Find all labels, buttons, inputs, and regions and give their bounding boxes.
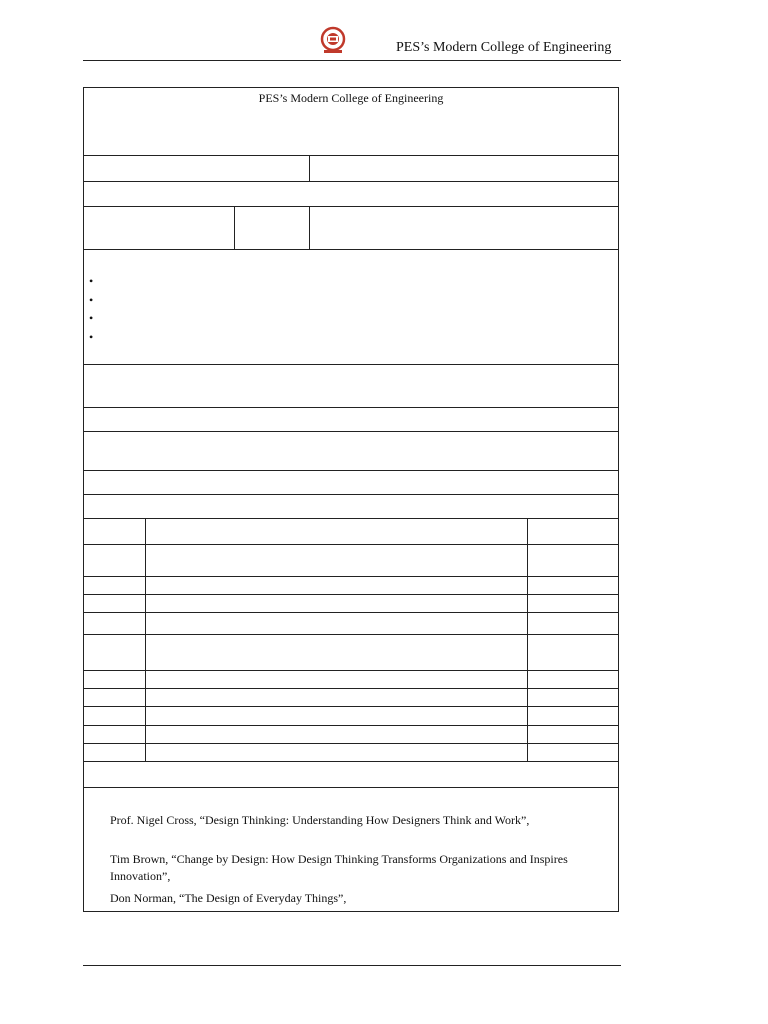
table-divider: [309, 206, 310, 249]
table-rule: [83, 181, 619, 182]
table-rule: [83, 743, 619, 744]
table-rule: [83, 155, 619, 156]
table-rule: [83, 634, 619, 635]
table-divider: [234, 206, 235, 249]
table-rule: [83, 612, 619, 613]
reference-item: Prof. Nigel Cross, “Design Thinking: Understanding How Designers Think and Work”,: [110, 813, 530, 827]
table-divider: [527, 518, 528, 761]
table-rule: [83, 706, 619, 707]
table-rule: [83, 544, 619, 545]
table-rule: [83, 470, 619, 471]
table-rule: [83, 206, 619, 207]
table-rule: [83, 494, 619, 495]
table-rule: [83, 688, 619, 689]
reference-item: Tim Brown, “Change by Design: How Design Thinking Transforms Organizations and Inspires Innovation”,: [110, 852, 568, 883]
header-rule: [83, 60, 621, 61]
bullet-item: •: [89, 330, 94, 344]
table-rule: [83, 407, 619, 408]
table-rule: [83, 787, 619, 788]
table-rule: [83, 725, 619, 726]
bullet-item: •: [89, 293, 94, 307]
reference-item: Don Norman, “The Design of Everyday Things”,: [110, 891, 347, 905]
table-rule: [83, 594, 619, 595]
bullet-item: •: [89, 311, 94, 325]
form-title: PES’s Modern College of Engineering: [258, 91, 444, 105]
table-rule: [83, 364, 619, 365]
form-table: [83, 87, 619, 912]
table-rule: [83, 518, 619, 519]
table-rule: [83, 249, 619, 250]
table-rule: [83, 761, 619, 762]
footer-rule: [83, 965, 621, 966]
bullet-item: •: [89, 274, 94, 288]
table-rule: [83, 670, 619, 671]
table-rule: [83, 576, 619, 577]
table-divider: [145, 518, 146, 761]
page-header-title: PES’s Modern College of Engineering: [396, 40, 612, 55]
table-rule: [83, 431, 619, 432]
college-emblem-icon: [319, 26, 347, 56]
table-divider: [309, 155, 310, 181]
